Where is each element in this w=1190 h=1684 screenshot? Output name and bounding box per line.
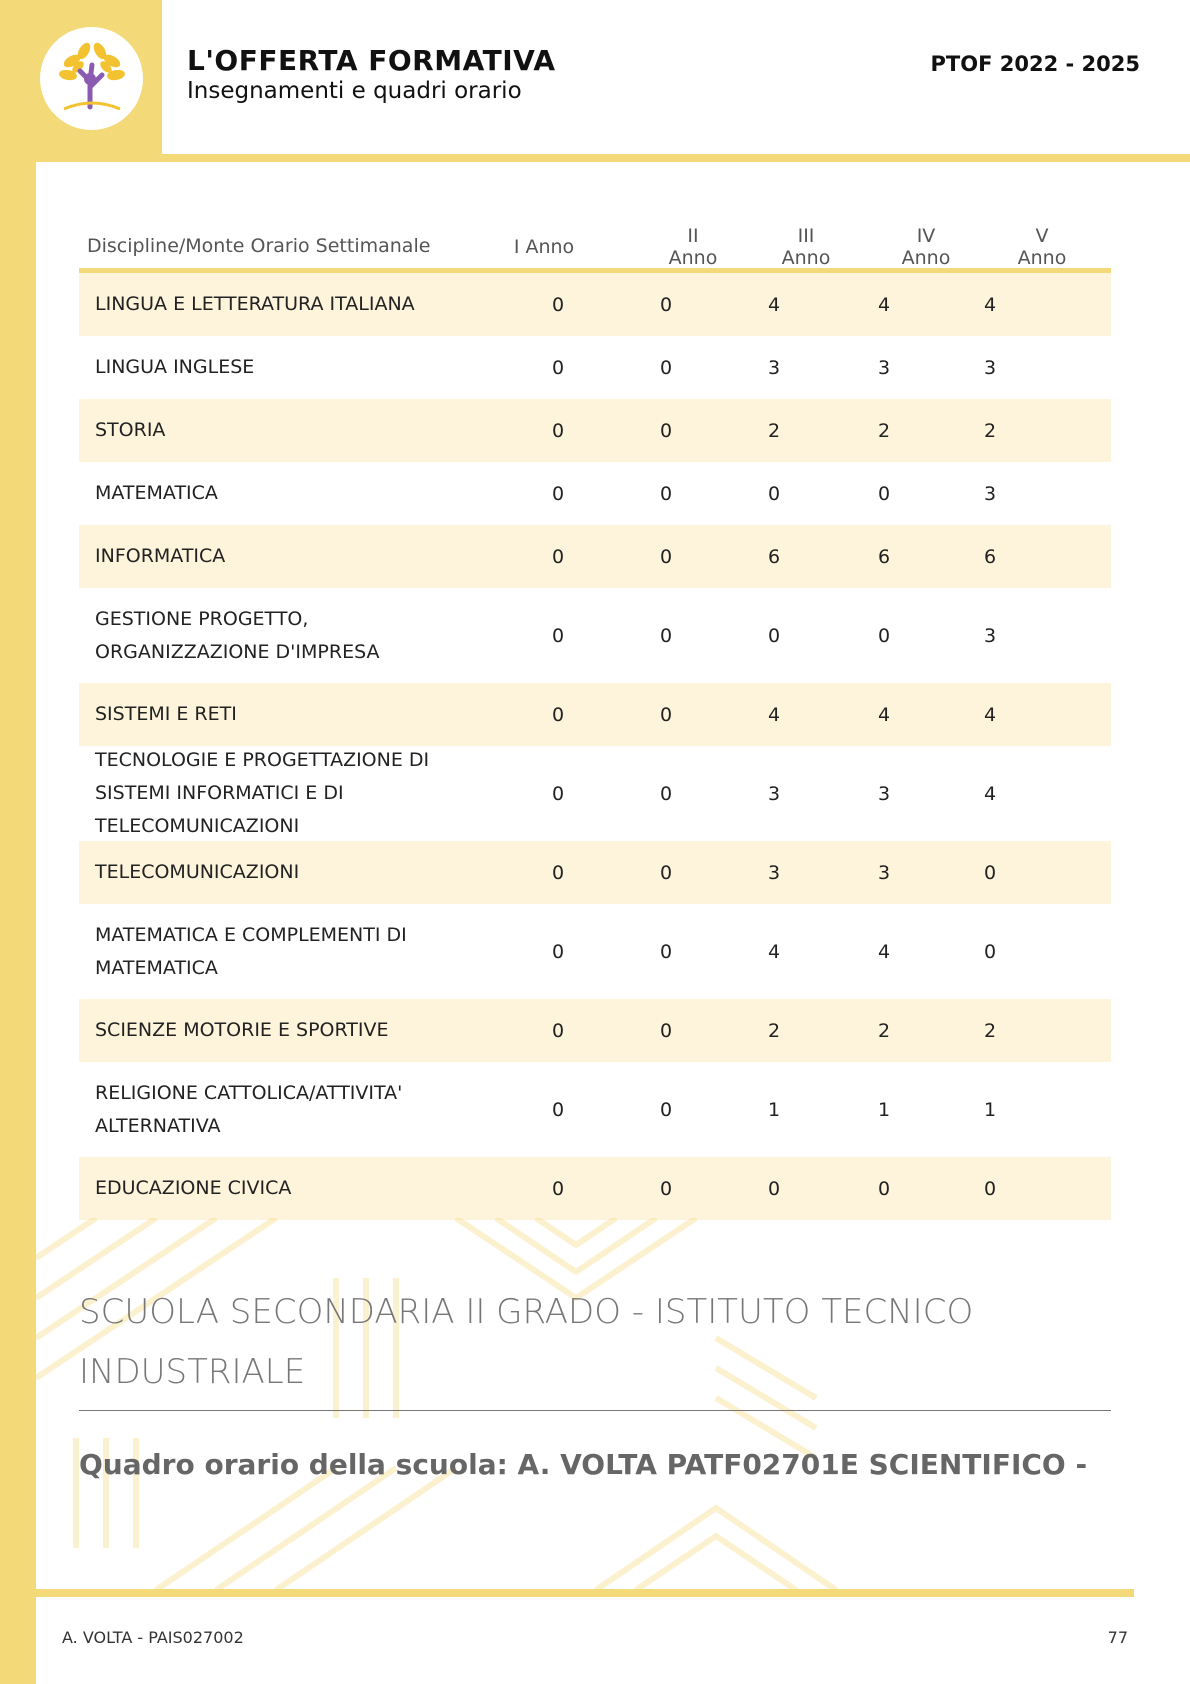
hours-cell-year-5: 2 — [983, 1019, 997, 1042]
discipline-name: SCIENZE MOTORIE E SPORTIVE — [95, 1019, 389, 1041]
table-row — [79, 904, 1111, 999]
decorative-pattern — [36, 1218, 846, 1590]
hours-cell-year-2: 0 — [659, 545, 673, 568]
hours-cell-year-5: 2 — [983, 419, 997, 442]
hours-cell-year-3: 3 — [767, 356, 781, 379]
hours-cell-year-5: 6 — [983, 545, 997, 568]
hours-cell-year-4: 4 — [877, 940, 891, 963]
hours-cell-year-5: 0 — [983, 940, 997, 963]
hours-cell-year-4: 3 — [877, 356, 891, 379]
hours-cell-year-2: 0 — [659, 1177, 673, 1200]
hours-cell-year-1: 0 — [551, 1177, 565, 1200]
hours-cell-year-5: 4 — [983, 703, 997, 726]
hours-cell-year-5: 0 — [983, 861, 997, 884]
table-header — [79, 225, 1111, 273]
hours-cell-year-3: 0 — [767, 624, 781, 647]
logo-block — [0, 0, 162, 154]
hours-cell-year-3: 4 — [767, 293, 781, 316]
schedule-heading: Quadro orario della scuola: A. VOLTA PATF02701E SCIENTIFICO - — [79, 1448, 1088, 1481]
hours-cell-year-3: 2 — [767, 419, 781, 442]
discipline-name: LINGUA INGLESE — [95, 356, 255, 378]
table-row — [79, 746, 1111, 841]
hours-cell-year-5: 0 — [983, 1177, 997, 1200]
hours-cell-year-2: 0 — [659, 940, 673, 963]
hours-cell-year-4: 4 — [877, 703, 891, 726]
hours-cell-year-2: 0 — [659, 419, 673, 442]
footer-divider — [36, 1589, 1134, 1597]
hours-cell-year-4: 3 — [877, 782, 891, 805]
table-row — [79, 588, 1111, 683]
discipline-name: TELECOMUNICAZIONI — [95, 861, 300, 883]
page-subtitle: Insegnamenti e quadri orario — [187, 78, 522, 104]
header-divider — [36, 154, 1190, 162]
hours-cell-year-5: 3 — [983, 356, 997, 379]
hours-cell-year-3: 4 — [767, 940, 781, 963]
hours-cell-year-2: 0 — [659, 356, 673, 379]
discipline-name: LINGUA E LETTERATURA ITALIANA — [95, 293, 415, 315]
hours-cell-year-2: 0 — [659, 624, 673, 647]
hours-cell-year-2: 0 — [659, 1019, 673, 1042]
page-title: L'OFFERTA FORMATIVA — [187, 44, 556, 77]
hours-cell-year-1: 0 — [551, 940, 565, 963]
header-year-2: II Anno — [668, 224, 718, 269]
hours-cell-year-1: 0 — [551, 482, 565, 505]
table-row — [79, 336, 1111, 399]
header-year-1: I Anno — [513, 235, 575, 258]
table-row — [79, 999, 1111, 1062]
section-title: SCUOLA SECONDARIA II GRADO - ISTITUTO TECNICO INDUSTRIALE — [79, 1292, 974, 1392]
hours-cell-year-1: 0 — [551, 782, 565, 805]
header-year-3: III Anno — [781, 224, 831, 269]
left-accent-bar — [0, 0, 36, 1684]
hours-cell-year-2: 0 — [659, 782, 673, 805]
hours-cell-year-1: 0 — [551, 545, 565, 568]
discipline-name: TECNOLOGIE E PROGETTAZIONE DI SISTEMI INFORMATICI E DI TELECOMUNICAZIONI — [95, 749, 430, 837]
hours-cell-year-5: 1 — [983, 1098, 997, 1121]
table-row — [79, 273, 1111, 336]
table-row — [79, 462, 1111, 525]
hours-table — [79, 225, 1111, 1220]
hours-cell-year-3: 4 — [767, 703, 781, 726]
hours-cell-year-2: 0 — [659, 861, 673, 884]
hours-cell-year-3: 1 — [767, 1098, 781, 1121]
hours-cell-year-5: 3 — [983, 624, 997, 647]
hours-cell-year-4: 6 — [877, 545, 891, 568]
header-year-4: IV Anno — [901, 224, 951, 269]
hours-cell-year-3: 2 — [767, 1019, 781, 1042]
hours-cell-year-4: 0 — [877, 482, 891, 505]
hours-cell-year-1: 0 — [551, 703, 565, 726]
discipline-name: EDUCAZIONE CIVICA — [95, 1177, 292, 1199]
hours-cell-year-2: 0 — [659, 482, 673, 505]
hours-cell-year-3: 3 — [767, 782, 781, 805]
table-row — [79, 1062, 1111, 1157]
hours-cell-year-1: 0 — [551, 624, 565, 647]
discipline-name: INFORMATICA — [95, 545, 226, 567]
footer-school: A. VOLTA - PAIS027002 — [62, 1628, 244, 1647]
hours-cell-year-4: 3 — [877, 861, 891, 884]
hours-cell-year-1: 0 — [551, 419, 565, 442]
hours-cell-year-5: 4 — [983, 782, 997, 805]
hours-cell-year-1: 0 — [551, 356, 565, 379]
hours-cell-year-4: 0 — [877, 1177, 891, 1200]
header-year-5: V Anno — [1017, 224, 1067, 269]
ptof-label: PTOF 2022 - 2025 — [930, 52, 1140, 76]
hours-cell-year-3: 0 — [767, 1177, 781, 1200]
table-row — [79, 683, 1111, 746]
table-row — [79, 399, 1111, 462]
table-row — [79, 1157, 1111, 1220]
hours-cell-year-3: 0 — [767, 482, 781, 505]
hours-cell-year-4: 4 — [877, 293, 891, 316]
discipline-name: STORIA — [95, 419, 166, 441]
hours-cell-year-3: 6 — [767, 545, 781, 568]
hours-cell-year-1: 0 — [551, 861, 565, 884]
hours-cell-year-4: 2 — [877, 419, 891, 442]
discipline-name: RELIGIONE CATTOLICA/ATTIVITA' ALTERNATIVA — [95, 1081, 403, 1137]
hours-cell-year-5: 4 — [983, 293, 997, 316]
hours-cell-year-1: 0 — [551, 1019, 565, 1042]
discipline-name: MATEMATICA E COMPLEMENTI DI MATEMATICA — [95, 923, 407, 979]
discipline-name: GESTIONE PROGETTO, ORGANIZZAZIONE D'IMPRESA — [95, 607, 380, 663]
hours-cell-year-5: 3 — [983, 482, 997, 505]
hours-cell-year-1: 0 — [551, 1098, 565, 1121]
hours-cell-year-2: 0 — [659, 1098, 673, 1121]
hours-cell-year-4: 0 — [877, 624, 891, 647]
table-row — [79, 525, 1111, 588]
hours-cell-year-2: 0 — [659, 703, 673, 726]
tree-logo-icon — [50, 37, 134, 121]
page-number: 77 — [1107, 1628, 1128, 1647]
discipline-name: SISTEMI E RETI — [95, 703, 237, 725]
hours-cell-year-1: 0 — [551, 293, 565, 316]
discipline-name: MATEMATICA — [95, 482, 218, 504]
header-discipline: Discipline/Monte Orario Settimanale — [87, 235, 431, 257]
table-body — [79, 273, 1111, 1220]
hours-cell-year-4: 1 — [877, 1098, 891, 1121]
hours-cell-year-3: 3 — [767, 861, 781, 884]
hours-cell-year-2: 0 — [659, 293, 673, 316]
hours-cell-year-4: 2 — [877, 1019, 891, 1042]
table-row — [79, 841, 1111, 904]
section-divider — [79, 1410, 1111, 1411]
logo — [40, 27, 143, 130]
